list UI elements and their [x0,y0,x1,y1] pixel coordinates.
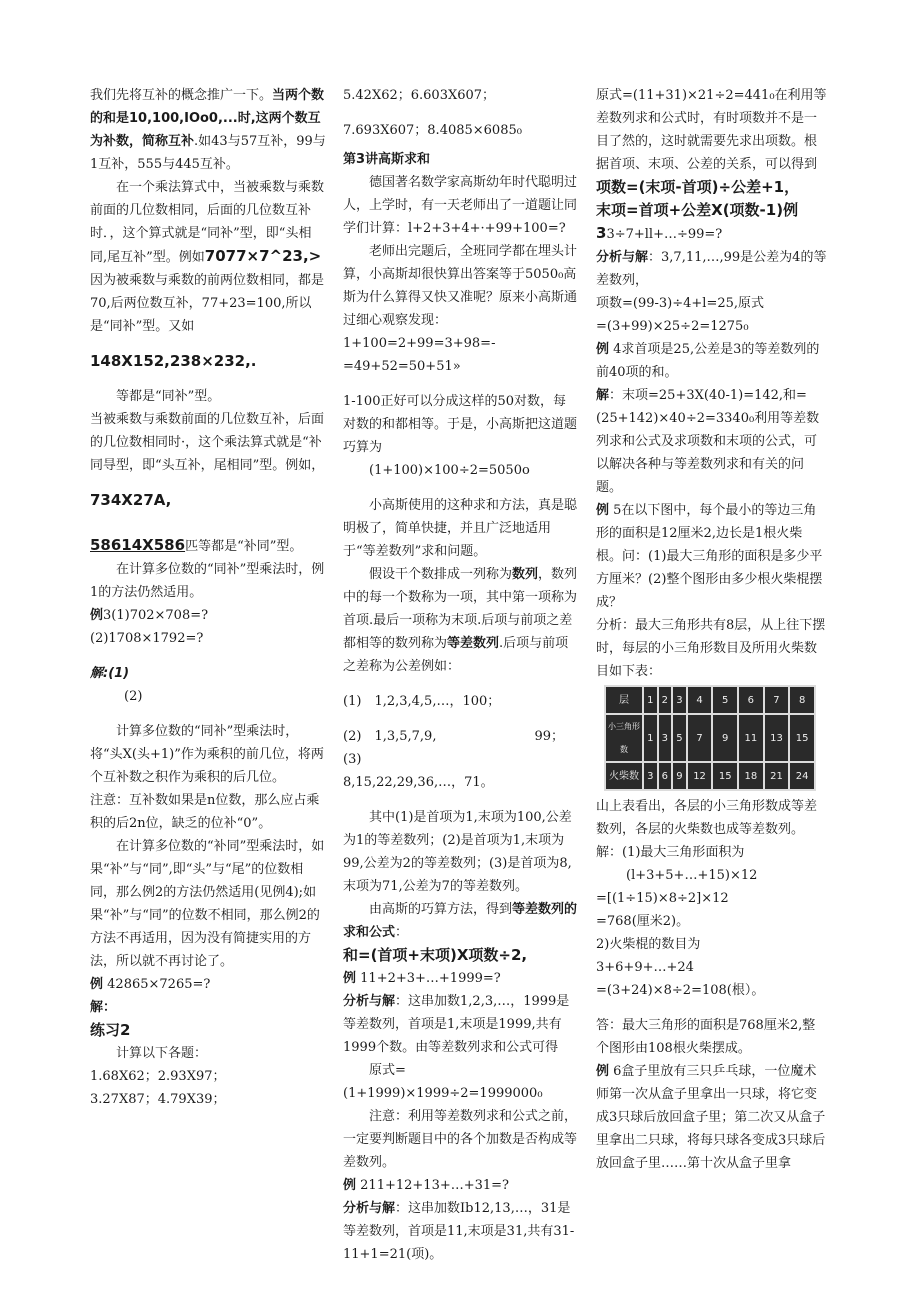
table-cell: 4 [687,686,713,714]
table-cell: 13 [764,714,790,762]
solution-3: 解： [90,1000,117,1015]
table-cell: 24 [789,762,815,790]
table-cell: 2 [658,686,673,714]
practice-intro: 计算以下各题： [116,1046,208,1061]
solution-5-step-3: =768(厘米2)。 [596,914,690,929]
analysis-3-terms: 项数=(99-3)÷4+l=25,原式 [596,296,765,311]
paragraph-gauss-method: 小高斯使用的这种求和方法，真是聪明极了，简单快捷，并且广泛地适用于“等差数列”求和问题。 [343,498,578,559]
equation-gauss: (1+100)×100÷2=5050o [369,463,530,478]
table-cell: 9 [712,714,738,762]
paragraph-pairs: 1-100正好可以分成这样的50对数，每对数的和都相等。于是，小高斯把这道题巧算为 [343,394,578,455]
example-2: 例 211+12+13+…+31=? [343,1178,510,1193]
solution-5-step-2: =[(1÷15)×8÷2]×12 [596,891,729,906]
solution-5-step-1: (l+3+5+…+15)×12 [626,868,758,883]
solution-2: (2) [124,689,143,704]
paragraph-gauss-intro: 德国著名数学家高斯幼年时代聪明过人，上学时，有一天老师出了一道题让同学们计算：l+2+3+4+·+99+100=? [343,175,578,236]
table-cell: 3 [672,686,687,714]
table-cell: 11 [738,714,764,762]
solution-5-match-label: 2)火柴棍的数目为 [596,937,701,952]
paragraph-note-sequence: 注意：利用等差数列求和公式之前，一定要判断题目中的各个加数是否构成等差数列。 [343,1109,578,1170]
practice-heading: 练习2 [90,1021,131,1039]
table-row [605,686,815,714]
table-header-cell: 小三角形数 [605,714,643,762]
table-cell: 6 [738,686,764,714]
practice-line-2: 3.27X87；4.79X39； [90,1092,226,1107]
example-3: 例3(1)702×708=? (2)1708×1792=? [90,608,209,646]
table-cell: 5 [672,714,687,762]
table-cell: 15 [789,714,815,762]
example-5-triangles: 例 5在以下图中，每个最小的等边三角形的面积是12厘米2,边长是1根火柴根。问：(1)最大三角形的面积是多少平方厘米？(2)整个图形由多少根火柴棍摆成？ [596,503,823,610]
formula-term-count: 项数=(末项-首项)÷公差+1， [596,178,800,196]
table-row [605,714,815,762]
paragraph-complement-intro: 我们先将互补的概念推广一下。当两个数的和是10,100,IOo0,...时,这两个数互为补数，简称互补.如43与57互补，99与1互补，555与445互补。 [90,88,326,172]
paragraph-table-conclusion: 山上表看出，各层的小三角形数成等差数列，各层的火柴数也成等差数列。 [596,799,818,837]
table-cell: 8 [789,686,815,714]
example-4-sum: 例 4求首项是25,公差是3的等差数列的前40项的和。 [596,342,820,380]
paragraph-tongbu-rule: 计算多位数的“同补”型乘法时，将“头X(头+1)”作为乘积的前几位，将两个互补数之积作为乘积的后几位。 [90,724,324,785]
table-cell: 18 [738,762,764,790]
example-butong-1: 734X27A, [90,491,172,509]
example-1: 例 11+2+3+…+1999=? [343,971,501,986]
table-cell: 7 [687,714,713,762]
paragraph-sequence-definition: 假设干个数排成一列称为数列，数列中的每一个数称为一项，其中第一项称为首项.最后一项称为末项.后项与前项之差都相等的数列称为等差数列.后项与前项之差称为公差例如： [343,567,578,674]
table-cell: 9 [672,762,687,790]
table-cell: 15 [712,762,738,790]
analysis-3: 分析与解：3,7,11,…,99是公差为4的等差数列， [596,250,827,288]
table-cell: 3 [643,762,658,790]
analysis-1: 分析与解：这串加数1,2,3,…，1999是等差数列，首项是1,末项是1999,共有1999个数。由等差数列求和公式可得 [343,994,570,1055]
result-2: 原式=(11+31)×21÷2=441₀在利用等差数列求和公式时，有时项数并不是一目了然的，这时就需要先求出项数。根据首项、末项、公差的关系，可以得到 [596,88,827,172]
table-cell: 6 [658,762,673,790]
table-cell: 7 [764,686,790,714]
practice-line-4: 7.693X607；8.4085×6085₀ [343,123,522,138]
column-right [596,84,828,1175]
table-cell: 1 [643,686,658,714]
solution-5-step-5: =(3+24)×8÷2=108(根）。 [596,983,765,998]
paragraph-tongbu-label: 等都是“同补”型。 [116,389,221,404]
paragraph-gauss-answer: 老师出完题后，全班同学都在埋头计算，小高斯却很快算出答案等于5050₀高斯为什么算得又快又准呢？原来小高斯通过细心观察发现： [343,244,578,328]
paragraph-sum-formula-intro: 由高斯的巧算方法，得到等差数列的求和公式： [343,902,578,940]
paragraph-tongbu-reason: 因为被乘数与乘数的前两位数相同，都是70,后两位数互补，77+23=100,所以是“同补”型。又如 [90,273,325,334]
table-cell: 3 [658,714,673,762]
column-left [90,84,326,1111]
table-cell: 12 [687,762,713,790]
table-header-cell: 火柴数 [605,762,643,790]
solution-4: 解：末项=25+3X(40-1)=142,和=(25+142)×40÷2=3340₀利用等差数列求和公式及求项数和末项的公式，可以解决各种与等差数列求和有关的问题。 [596,388,820,495]
sequence-example-1: (1) 1,2,3,4,5,…，100； [343,694,501,709]
paragraph-tongbu-definition: 在一个乘法算式中，当被乘数与乘数前面的几位数相同，后面的几位数互补时．，这个算式就是“同补”型，即“头相同,尾互补”型。例如7077×7^23,> [90,180,325,265]
table-row [605,762,815,790]
sum-formula: 和=(首项+末项)X项数÷2, [343,946,528,964]
analysis-5: 分析：最大三角形共有8层，从上往下摆时，每层的小三角形数目及所用火柴数目如下表： [596,618,826,679]
analysis-2: 分析与解：这串加数Ib12,13,…，31是等差数列，首项是11,末项是31,共有31-11+1=21(项)。 [343,1201,575,1262]
sequence-example-3: 8,15,22,29,36,…，71。 [343,775,494,790]
table-cell: 21 [764,762,790,790]
formula-last-term: 末项=首项+公差X(项数-1)例 [596,201,799,219]
solution-1: 解:(1) [90,666,130,681]
example-3-sum: 33÷7+ll+…÷99=? [596,224,723,242]
example-butong-2: 58614X586匹等都是“补同”型。 [90,536,303,554]
table-cell: 5 [712,686,738,714]
table-cell: 1 [643,714,658,762]
practice-line-3: 5.42X62；6.603X607； [343,88,496,103]
practice-line-1: 1.68X62；2.93X97； [90,1069,226,1084]
solution-5-step-4: 3+6+9+…+24 [596,960,694,975]
analysis-3-result: =(3+99)×25÷2=1275₀ [596,319,749,334]
paragraph-butong-rule: 在计算多位数的“补同”型乘法时，如果“补”与“同”,即“头”与“尾”的位数相同，那么例2的方法仍然适用(见例4);如果“补”与“同”的位数不相同，那么例2的方法不再适用，因为没有简捷实用的方法，所以就不再讨论了。 [90,839,325,969]
paragraph-sequence-explain: 其中(1)是首项为1,末项为100,公差为1的等差数列；(2)是首项为1,末项为99,公差为2的等差数列；(3)是首项为8,末项为71,公差为7的等差数列。 [343,810,572,894]
answer-5: 答：最大三角形的面积是768厘米2,整个图形由108根火柴摆成。 [596,1018,816,1056]
matchstick-table [604,685,816,791]
paragraph-butong-definition: 当被乘数与乘数前面的几位数互补，后面的几位数相同时·，这个乘法算式就是“补同㝵型，即“头互补，尾相同”型。例如， [90,412,325,473]
equation-pairs: 1+100=2+99=3+98=-=49+52=50+51» [343,336,496,374]
sequence-example-2: (2) 1,3,5,7,9, 99；(3) [343,729,565,767]
table-header-cell: 层 [605,686,643,714]
lesson-title: 第3讲高斯求和 [343,152,431,167]
paragraph-method-applies: 在计算多位数的“同补”型乘法时，例1的方法仍然适用。 [90,562,325,600]
example-6: 例 6盒子里放有三只乒乓球，一位魔术师第一次从盒子里拿出一只球，将它变成3只球后放回盒子里；第二次又从盒子里拿出二只球，将每只球各变成3只球后放回盒子里……第十次从盒子里拿 [596,1064,826,1171]
example-tongbu: 148X152,238×232,. [90,352,257,370]
result-1: 原式=(1+1999)×1999÷2=1999000₀ [343,1063,543,1101]
paragraph-note-complement: 注意：互补数如果是n位数，那么应占乘积的后2n位，缺乏的位补“0”。 [90,793,320,831]
example-4: 例 42865×7265=? [90,977,211,992]
solution-5-area-label: 解：(1)最大三角形面积为 [596,845,745,860]
column-middle [343,84,578,1266]
